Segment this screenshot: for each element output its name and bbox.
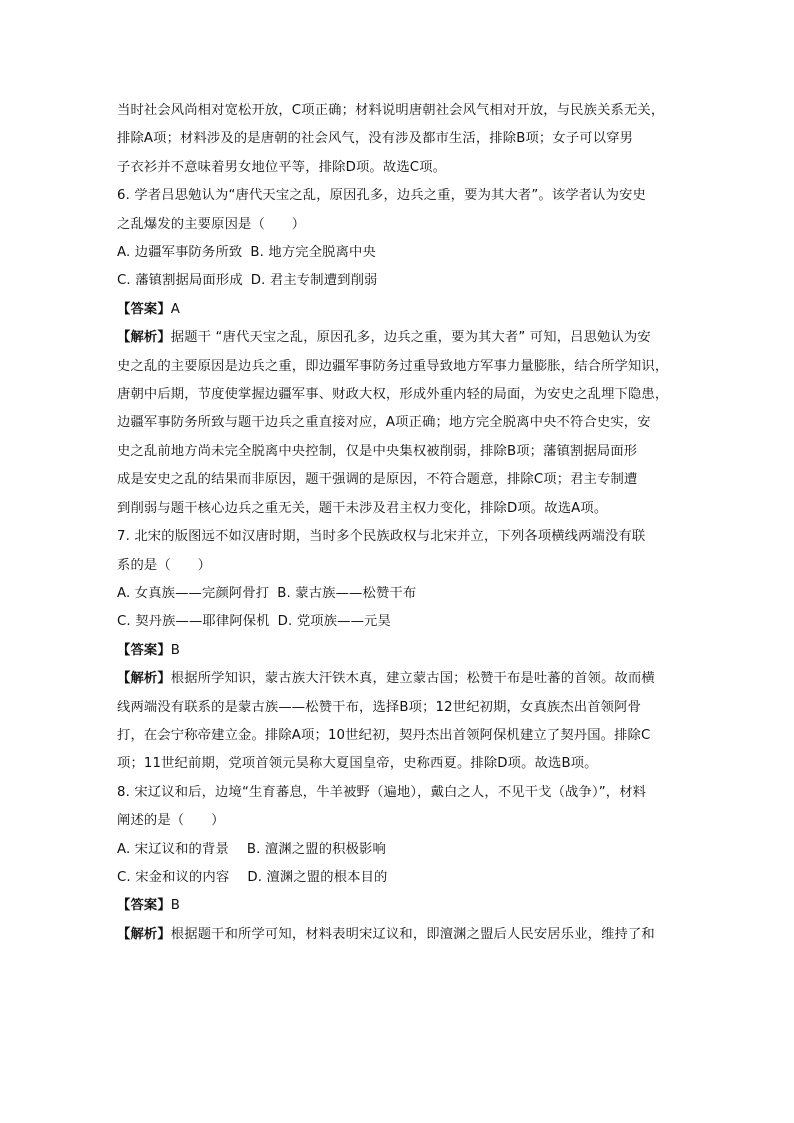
q6-explanation-line: 成是安史之乱的结果而非原因，题干强调的是原因，不符合题意，排除C项；君主专制遭 — [117, 472, 638, 488]
q8-option-c: C. 宋金和议的内容 — [117, 869, 230, 885]
q6-stem: 之乱爆发的主要原因是（ ） — [117, 216, 306, 232]
explanation-label: 【解析】 — [117, 671, 171, 687]
q7-explanation-line: 项；11世纪前期，党项首领元昊称大夏国皇帝，史称西夏。排除D项。故选B项。 — [117, 756, 598, 772]
q7-option-d: D. 党项族——元昊 — [277, 614, 391, 630]
q7-stem: 7. 北宋的版图远不如汉唐时期，当时多个民族政权与北宋并立，下列各项横线两端没有联 — [117, 529, 646, 545]
explanation-label: 【解析】 — [117, 330, 171, 346]
q7-option-a: A. 女真族——完颜阿骨打 — [117, 585, 270, 601]
q6-explanation-line: 唐朝中后期，节度使掌握边疆军事、财政大权，形成外重内轻的局面，为安史之乱埋下隐患， — [117, 387, 669, 403]
q6-option-a: A. 边疆军事防务所致 — [117, 245, 243, 261]
answer-value: B — [170, 898, 181, 914]
q8-option-d: D. 澶渊之盟的根本目的 — [247, 869, 388, 885]
q8-options-row-1 — [117, 836, 687, 864]
answer-value: A — [170, 301, 181, 317]
q7-explanation-line: 线两端没有联系的是蒙古族——松赞干布，选择B项；12世纪初期，女真族杰出首领阿骨 — [117, 699, 642, 715]
q7-stem: 系的是（ ） — [117, 557, 212, 573]
q7-option-c: C. 契丹族——耶律阿保机 — [117, 614, 270, 630]
answer-label: 【答案】 — [117, 642, 171, 658]
q6-answer — [117, 296, 687, 324]
explanation-text: 据题干 “唐代天宝之乱，原因孔多，边兵之重，要为其大者” 可知，吕思勉认为安 — [170, 330, 651, 346]
q6-stem: 6. 学者吕思勉认为“唐代天宝之乱，原因孔多，边兵之重，要为其大者”。该学者认为安史 — [117, 188, 646, 204]
q7-options-row-2 — [117, 608, 687, 636]
q8-option-b: B. 澶渊之盟的积极影响 — [246, 841, 386, 857]
q8-explanation-line — [117, 921, 687, 949]
q5-explanation-line: 子衣衫并不意味着男女地位平等，排除D项。故选C项。 — [117, 159, 447, 175]
q8-stem: 8. 宋辽议和后，边境“生育蕃息，牛羊被野（遍地），戴白之人，不见干戈（战争）”，材料 — [117, 784, 647, 800]
q7-option-b: B. 蒙古族——松赞干布 — [277, 585, 417, 601]
answer-label: 【答案】 — [117, 898, 171, 914]
explanation-label: 【解析】 — [117, 926, 171, 942]
answer-label: 【答案】 — [117, 301, 171, 317]
q7-answer — [117, 637, 687, 665]
q7-explanation-line: 打，在会宁称帝建立金。排除A项；10世纪初，契丹杰出首领阿保机建立了契丹国。排除C — [117, 727, 651, 743]
q6-option-b: B. 地方完全脱离中央 — [250, 245, 376, 261]
q8-stem: 阐述的是（ ） — [117, 813, 225, 829]
q6-option-c: C. 藩镇割据局面形成 — [117, 273, 243, 289]
explanation-text: 根据所学知识，蒙古族大汗铁木真，建立蒙古国；松赞干布是吐蕃的首领。故而横 — [170, 671, 655, 687]
q8-option-a: A. 宋辽议和的背景 — [117, 841, 229, 857]
q8-answer — [117, 892, 687, 920]
q6-options-row-1 — [117, 239, 687, 267]
q8-options-row-2 — [117, 864, 687, 892]
explanation-text: 根据题干和所学可知，材料表明宋辽议和，即澶渊之盟后人民安居乐业，维持了和 — [170, 926, 655, 942]
q6-options-row-2 — [117, 267, 687, 295]
q5-explanation-line: 当时社会风尚相对宽松开放，C项正确；材料说明唐朝社会风气相对开放，与民族关系无关， — [117, 103, 665, 118]
q6-option-d: D. 君主专制遭到削弱 — [250, 273, 378, 289]
q6-explanation-line: 边疆军事防务所致与题干边兵之重直接对应，A项正确；地方完全脱离中央不符合史实，安 — [117, 415, 651, 431]
document-page — [117, 97, 687, 949]
q6-explanation-line: 到削弱与题干核心边兵之重无关，题干未涉及君主权力变化，排除D项。故选A项。 — [117, 500, 608, 516]
q7-options-row-1 — [117, 580, 687, 608]
q6-explanation-line: 史之乱的主要原因是边兵之重，即边疆军事防务过重导致地方军事力量膨胀，结合所学知识， — [117, 358, 669, 374]
q5-explanation-line: 排除A项；材料涉及的是唐朝的社会风气，没有涉及都市生活，排除B项；女子可以穿男 — [117, 131, 634, 147]
q7-explanation-line — [117, 665, 687, 693]
answer-value: B — [170, 642, 181, 658]
q6-explanation-line: 史之乱前地方尚未完全脱离中央控制，仅是中央集权被削弱，排除B项；藩镇割据局面形 — [117, 443, 638, 459]
q6-explanation-line — [117, 324, 687, 352]
